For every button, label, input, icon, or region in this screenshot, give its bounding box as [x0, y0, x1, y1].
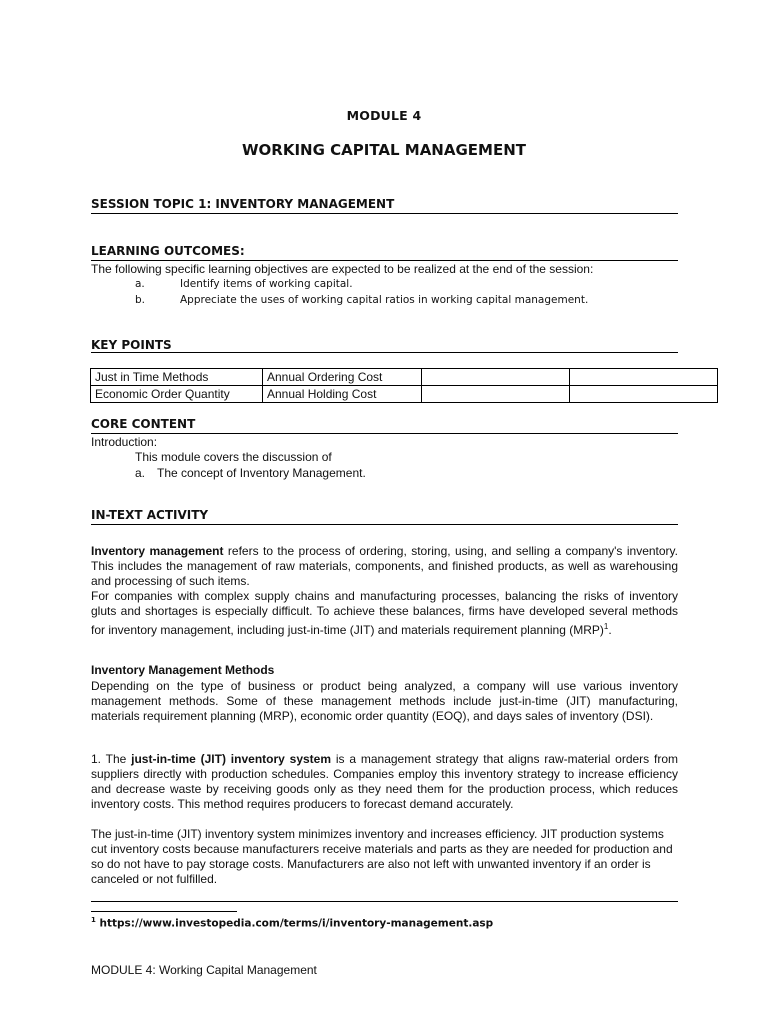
table-cell [422, 386, 570, 403]
footnote [91, 916, 493, 930]
divider [91, 352, 678, 353]
table-row [91, 386, 718, 403]
paragraph-text: For companies with complex supply chains and manufacturing processes, balancing the risks of inventory gluts and shortages is especially difficult. To achieve these balances, firms have developed several methods for inventory management, including just-in-time (JIT) and materials requirement planning (MRP) [91, 589, 678, 637]
divider [91, 524, 678, 525]
table-cell: Annual Ordering Cost [263, 369, 422, 386]
introduction-label: Introduction: [91, 435, 158, 449]
outcome-item: Appreciate the uses of working capital ratios in working capital management. [180, 294, 589, 306]
table-row [91, 369, 718, 386]
outcome-marker: b. [135, 294, 146, 306]
footnote-ref: 1 [603, 622, 609, 631]
learning-outcomes-heading: LEARNING OUTCOMES: [91, 244, 245, 258]
table-cell [422, 369, 570, 386]
jit-paragraph [91, 752, 678, 812]
table-cell [570, 369, 718, 386]
paragraph-text: 1. The [91, 752, 132, 766]
table-cell: Just in Time Methods [91, 369, 263, 386]
jit-efficiency-paragraph: The just-in-time (JIT) inventory system minimizes inventory and increases efficiency. JIT production systems cut inventory costs because manufacturers receive materials and parts as they are needed for production and so do not have to pay storage costs. Manufacturers are also not left with unwanted inventory if an order is canceled or not fulfilled. [91, 827, 673, 886]
session-topic-heading: SESSION TOPIC 1: INVENTORY MANAGEMENT [91, 197, 395, 211]
key-points-table [90, 368, 718, 403]
footnote-link[interactable]: https://www.investopedia.com/terms/i/inventory-management.asp [95, 917, 494, 930]
core-item: The concept of Inventory Management. [157, 466, 366, 480]
core-item-marker: a. [135, 466, 146, 480]
document-title: WORKING CAPITAL MANAGEMENT [241, 141, 526, 159]
page-footer: MODULE 4: Working Capital Management [91, 963, 317, 977]
table-cell: Annual Holding Cost [263, 386, 422, 403]
methods-paragraph: Depending on the type of business or product being analyzed, a company will use various inventory management methods. Some of these management methods include just-in-time (JIT) manufacturing, materials requirement planning (MRP), economic order quantity (EOQ), and days sales of inventory (DSI). [91, 679, 678, 723]
table-cell [570, 386, 718, 403]
divider [91, 213, 678, 214]
table-cell: Economic Order Quantity [91, 386, 263, 403]
outcome-item: Identify items of working capital. [180, 278, 353, 290]
divider [91, 260, 678, 261]
paragraph-text: is a management strategy that aligns raw-material orders from suppliers directly with production schedules. Companies employ this inventory strategy to increase efficiency and decrease waste by receiving goods only as they need them for the production process, which reduces inventory costs. This method requires producers to forecast demand accurately. [91, 752, 678, 811]
covers-text: This module covers the discussion of [135, 450, 332, 464]
inventory-management-paragraph [91, 544, 678, 638]
footnote-marker: 1 [91, 916, 96, 924]
divider [91, 433, 678, 434]
paragraph-text: . [608, 623, 612, 637]
term: just-in-time (JIT) inventory system [131, 752, 332, 766]
term: Inventory management [91, 544, 224, 558]
in-text-activity-heading: IN-TEXT ACTIVITY [91, 508, 209, 522]
divider [91, 901, 678, 902]
module-label: MODULE 4 [346, 108, 422, 123]
learning-outcomes-intro: The following specific learning objectives are expected to be realized at the end of the session: [91, 262, 594, 276]
methods-heading: Inventory Management Methods [91, 663, 275, 677]
paragraph-text: refers to the process of ordering, storing, using, and selling a company's inventory. This includes the management of raw materials, components, and finished products, as well as warehousing and processing of such items. [91, 544, 678, 588]
footnote-separator [91, 911, 237, 912]
core-content-heading: CORE CONTENT [91, 417, 196, 431]
key-points-heading: KEY POINTS [91, 338, 172, 352]
outcome-marker: a. [135, 278, 145, 290]
